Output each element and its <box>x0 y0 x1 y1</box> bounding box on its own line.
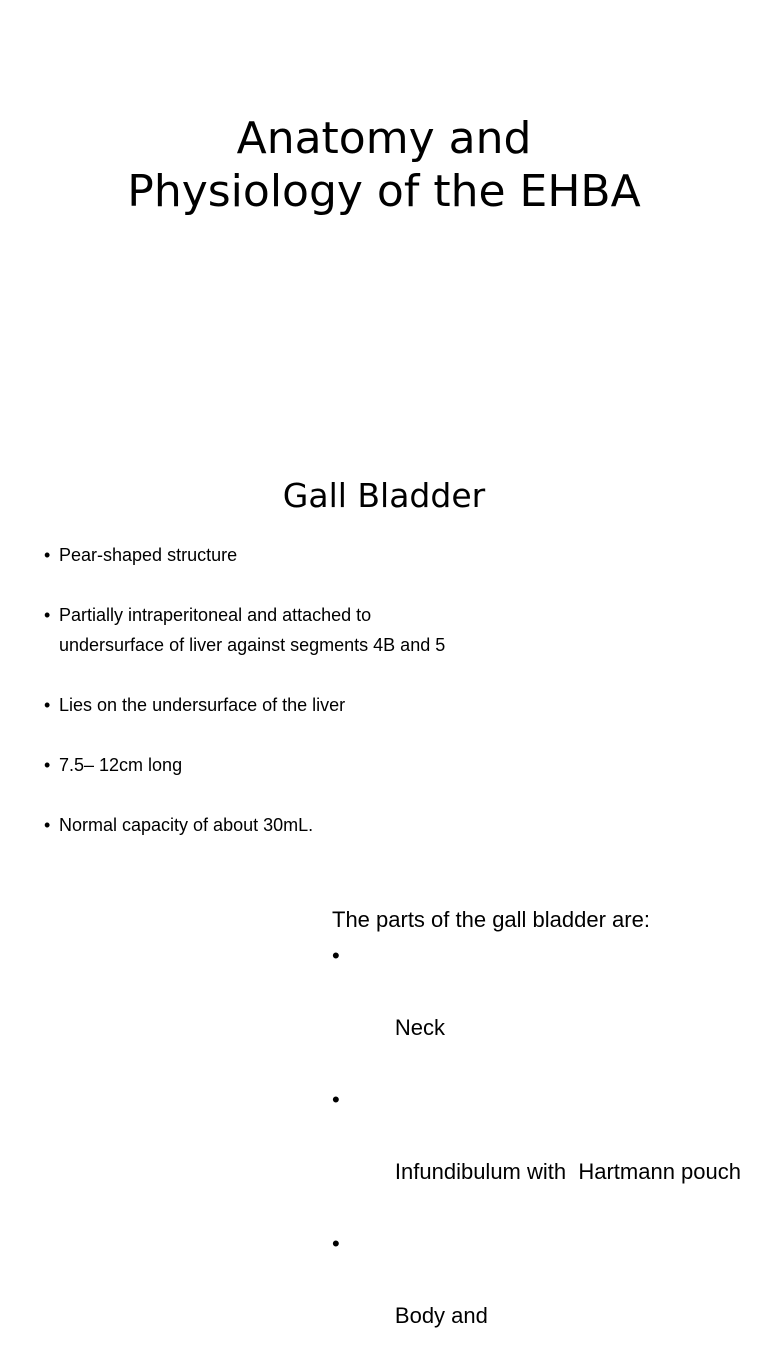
bullet-dot-icon: • <box>44 605 51 625</box>
title-line-1: Anatomy and <box>236 113 532 164</box>
bullet-text: Partially intraperitoneal and attached to <box>59 605 372 625</box>
section-title: Gall Bladder <box>282 476 486 515</box>
bullet-item <box>44 750 734 780</box>
bullet-dot-icon: • <box>44 815 51 835</box>
parts-heading: The parts of the gall bladder are: <box>332 907 650 932</box>
parts-item-text: Neck <box>394 1015 446 1040</box>
bullet-dot-icon: • <box>44 755 51 775</box>
bullet-dot-icon: • <box>332 1231 340 1256</box>
parts-list <box>332 938 762 1370</box>
bullet-text: Lies on the undersurface of the liver <box>59 695 346 715</box>
bullet-dot-icon: • <box>332 943 340 968</box>
bullet-item <box>44 810 734 840</box>
bullet-dot-icon: • <box>332 1087 340 1112</box>
parts-box <box>332 902 762 1370</box>
parts-item <box>332 1082 762 1226</box>
bullet-item <box>44 690 734 720</box>
bullet-text: Pear-shaped structure <box>59 545 238 565</box>
bullet-text: Normal capacity of about 30mL. <box>59 815 314 835</box>
parts-item-text: Body and <box>394 1303 488 1328</box>
parts-item-text: Infundibulum with Hartmann pouch <box>394 1159 741 1184</box>
parts-item <box>332 938 762 1082</box>
bullet-dot-icon: • <box>44 545 51 565</box>
bullet-item <box>44 600 734 660</box>
bullet-item <box>44 540 734 570</box>
presentation-title <box>0 112 768 218</box>
bullet-dot-icon: • <box>44 695 51 715</box>
bullet-list <box>44 540 734 870</box>
bullet-text-continuation: undersurface of liver against segments 4B and 5 <box>59 635 446 655</box>
title-line-2: Physiology of the EHBA <box>127 166 641 217</box>
bullet-text: 7.5– 12cm long <box>59 755 183 775</box>
parts-item <box>332 1226 762 1370</box>
